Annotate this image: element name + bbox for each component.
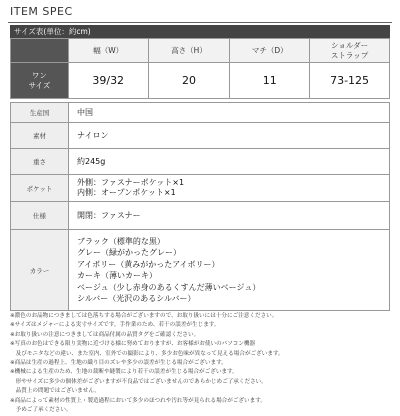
size-col-strap: ショルダー ストラップ bbox=[310, 39, 390, 63]
size-table-header-row bbox=[11, 39, 390, 63]
spec-row bbox=[11, 103, 390, 123]
size-col-height: 高さ（H） bbox=[148, 39, 230, 63]
spec-label: ポケット bbox=[11, 175, 69, 202]
size-table bbox=[10, 38, 390, 99]
spec-label: 重さ bbox=[11, 149, 69, 175]
note-line: ※商品によって素材の性質上・製造過程において多少のほつれや汚れ等が見られる場合がございます。 bbox=[10, 397, 266, 404]
section-title: ITEM SPEC bbox=[10, 5, 73, 18]
note-line: ※サイズはメジャーによる実寸サイズです。手作業のため、若干の誤差が生じます。 bbox=[10, 322, 220, 329]
size-row-label: ワン サイズ bbox=[11, 63, 69, 99]
spec-row bbox=[11, 175, 390, 202]
size-col-depth: マチ（D） bbox=[230, 39, 310, 63]
note-line: 及びモニタなどの違い、また室内、室外での撮影により、多少お色味が異なって見える場合がございます。 bbox=[10, 350, 284, 357]
note-line: ※濃色のお品物につきましては色落ちする場合がございますので、お取り扱いには十分にご注意ください。 bbox=[10, 313, 278, 319]
spec-label: 仕様 bbox=[11, 202, 69, 230]
spec-row bbox=[11, 202, 390, 230]
spec-label: カラー bbox=[11, 230, 69, 311]
notes-block bbox=[10, 313, 392, 416]
note-line: 予めご了承ください。 bbox=[10, 406, 72, 413]
spec-row bbox=[11, 123, 390, 149]
size-value-strap: 73-125 bbox=[310, 63, 390, 99]
size-value-height: 20 bbox=[148, 63, 230, 99]
spec-label: 素材 bbox=[11, 123, 69, 149]
note-line: ※機械による生産のため、生地の裁断や縫製により若干の誤差が生じる場合がございます。 bbox=[10, 369, 238, 376]
spec-value: 開閉：ファスナー bbox=[69, 202, 390, 230]
size-table-label: サイズ表(単位：約cm) bbox=[10, 25, 390, 38]
spec-row bbox=[11, 149, 390, 175]
spec-value: ブラック（標準的な黒） グレー（緑がかったグレー） アイボリー（黄みがかったアイボリー） カーキ（薄いカーキ） ベージュ（少し赤身のあるくすんだ薄いベージュ） シルバー（光沢のあるシルバー） bbox=[69, 230, 390, 311]
spec-value: 約245g bbox=[69, 149, 390, 175]
note-line: ※お取り扱いの注意につきましては商品付属の品質タグをご確認ください。 bbox=[10, 331, 200, 338]
spec-value: 中国 bbox=[69, 103, 390, 123]
spec-value: 外側：ファスナーポケット×1 内側：オープンポケット×1 bbox=[69, 175, 390, 202]
note-line: ※商品は生産の過程上、生地の織り目のズレや多少の誤差が生じる場合がございます。 bbox=[10, 359, 227, 366]
note-line: ※写真のお色はできる限り実物に近づける様に努めておりますが、お客様がお使いのパソコン機器 bbox=[10, 341, 256, 348]
note-line: 形やサイズに多少の個体差がございますが不良品ではございませんのであらかじめご了承ください。 bbox=[10, 378, 267, 385]
spec-label: 生産国 bbox=[11, 103, 69, 123]
spec-value: ナイロン bbox=[69, 123, 390, 149]
spec-row bbox=[11, 230, 390, 311]
size-value-width: 39/32 bbox=[68, 63, 148, 99]
size-col-width: 幅（W） bbox=[68, 39, 148, 63]
size-table-corner bbox=[11, 39, 69, 63]
title-divider bbox=[8, 22, 392, 23]
size-table-value-row bbox=[11, 63, 390, 99]
note-line: 品質上の問題ではございません。 bbox=[10, 388, 100, 395]
size-value-depth: 11 bbox=[230, 63, 310, 99]
spec-table bbox=[10, 102, 390, 311]
